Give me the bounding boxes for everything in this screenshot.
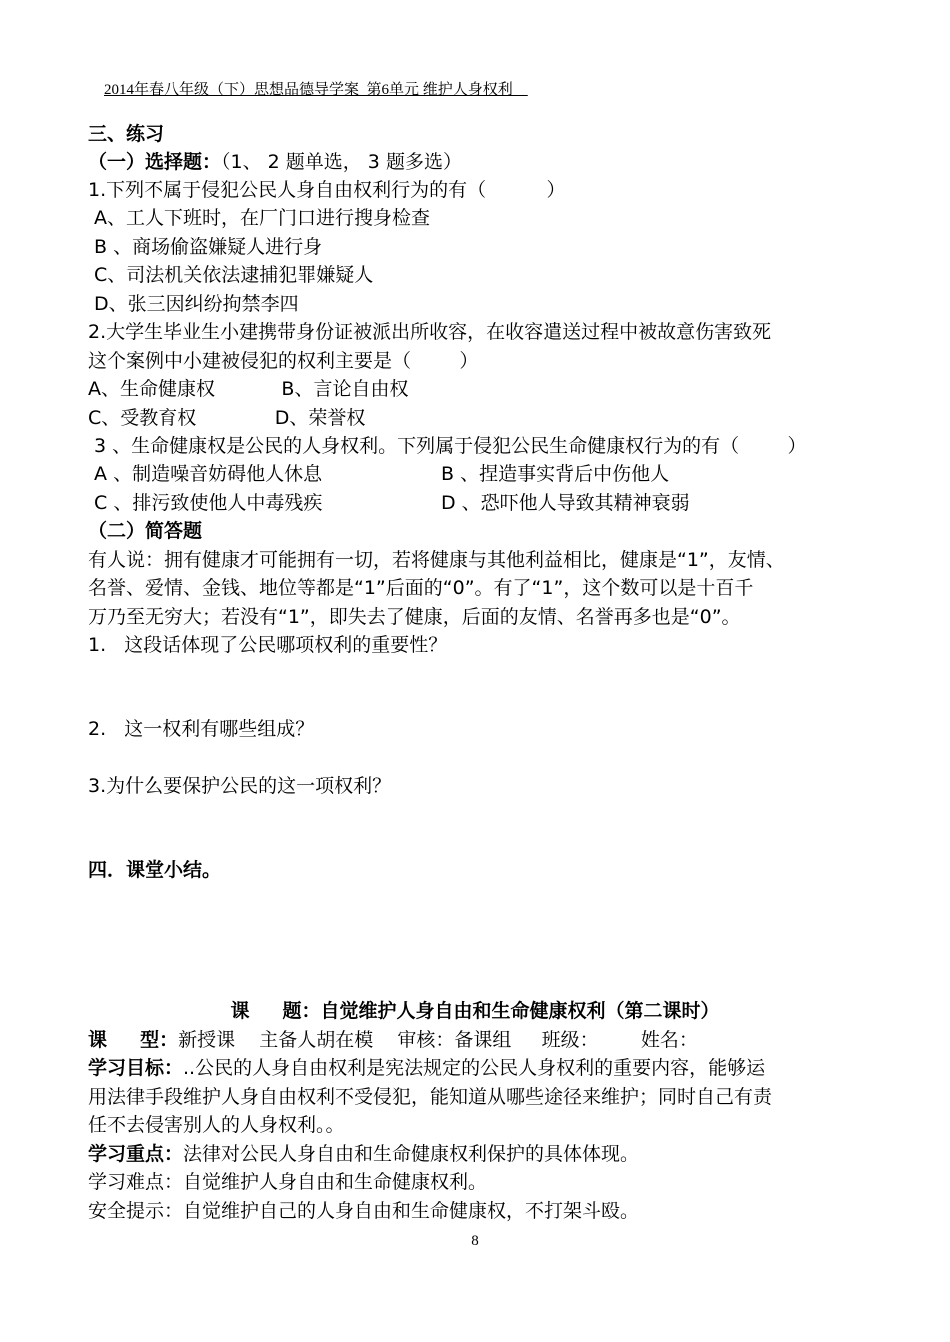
lesson-type <box>88 1026 698 1054</box>
key-point <box>88 1140 639 1168</box>
section4-title: 四．课堂小结。 <box>88 859 222 881</box>
page-number: 8 <box>471 1233 479 1249</box>
q2-stem-line1: 2.大学生毕业生小建携带身份证被派出所收容，在收容遣送过程中被故意伤害致死 <box>88 321 772 343</box>
passage-line: 名誉、爱情、金钱、地位等都是“1”后面的“0”。有了“1”，这个数可以是十百千 <box>88 577 754 599</box>
passage-line: 有人说：拥有健康才可能拥有一切，若将健康与其他利益相比，健康是“1”，友情、 <box>88 549 785 571</box>
q1-option-d: D、张三因纠纷拘禁李四 <box>88 293 299 315</box>
learning-goal-label: 学习目标： <box>88 1057 184 1079</box>
short-question-3: 3.为什么要保护公民的这一项权利？ <box>88 775 392 797</box>
q2-stem-line2: 这个案例中小建被侵犯的权利主要是（ ） <box>88 350 479 372</box>
difficulty-point: 学习难点：自觉维护人身自由和生命健康权利。 <box>88 1171 488 1193</box>
key-point-label: 学习重点： <box>88 1143 184 1165</box>
q1-stem: 1.下列不属于侵犯公民人身自由权利行为的有（ ） <box>88 179 566 201</box>
section3-title: 三、练习 <box>88 123 165 145</box>
q1-option-b: B 、商场偷盗嫌疑人进行身 <box>88 236 323 258</box>
key-point-text: 法律对公民人身自由和生命健康权利保护的具体体现。 <box>183 1143 640 1165</box>
q2-options-cd: C、受教育权 D、荣誉权 <box>88 407 366 429</box>
learning-goal-line: 用法律手段维护人身自由权利不受侵犯，能知道从哪些途径来维护；同时自己有责 <box>88 1086 773 1108</box>
learning-goal-line: 任不去侵害别人的人身权利。。 <box>88 1114 345 1136</box>
lesson-type-value: 新授课 主备人胡在模 审核：备课组 班级： 姓名： <box>178 1029 698 1051</box>
choice-section-heading <box>88 148 462 176</box>
learning-goal-text: ..公民的人身自由权利是宪法规定的公民人身权利的重要内容，能够运 <box>183 1057 766 1079</box>
short-answer-heading: （二）简答题 <box>88 520 203 542</box>
choice-section-title: （一）选择题： <box>88 151 222 173</box>
safety-tip: 安全提示：自觉维护自己的人身自由和生命健康权，不打架斗殴。 <box>88 1200 640 1222</box>
q3-option-b: B 、捏造事实背后中伤他人 <box>441 463 670 485</box>
passage-line: 万乃至无穷大；若没有“1”，即失去了健康，后面的友情、名誉再多也是“0”。 <box>88 606 741 628</box>
q3-option-a: A 、制造噪音妨碍他人休息 <box>88 463 323 485</box>
page-header: 2014年春八年级（下）思想品德导学案 第6单元 维护人身权利 <box>104 82 528 98</box>
choice-section-note: （1、 2 题单选， 3 题多选） <box>221 151 462 173</box>
q3-stem: 3 、生命健康权是公民的人身权利。下列属于侵犯公民生命健康权行为的有（ ） <box>88 435 807 457</box>
short-question-2: 2. 这一权利有哪些组成？ <box>88 718 315 740</box>
learning-goal <box>88 1054 765 1082</box>
q3-option-c: C 、排污致使他人中毒残疾 <box>88 492 323 514</box>
q3-option-d: D 、恐吓他人导致其精神衰弱 <box>441 492 690 514</box>
q2-options-ab: A、生命健康权 B、言论自由权 <box>88 378 409 400</box>
lesson-title: 课 题：自觉维护人身自由和生命健康权利（第二课时） <box>230 1000 720 1022</box>
short-question-1: 1. 这段话体现了公民哪项权利的重要性？ <box>88 634 448 656</box>
q1-option-c: C、司法机关依法逮捕犯罪嫌疑人 <box>88 264 374 286</box>
q1-option-a: A、工人下班时，在厂门口进行搜身检查 <box>88 207 431 229</box>
lesson-type-label: 课 型： <box>88 1029 179 1051</box>
